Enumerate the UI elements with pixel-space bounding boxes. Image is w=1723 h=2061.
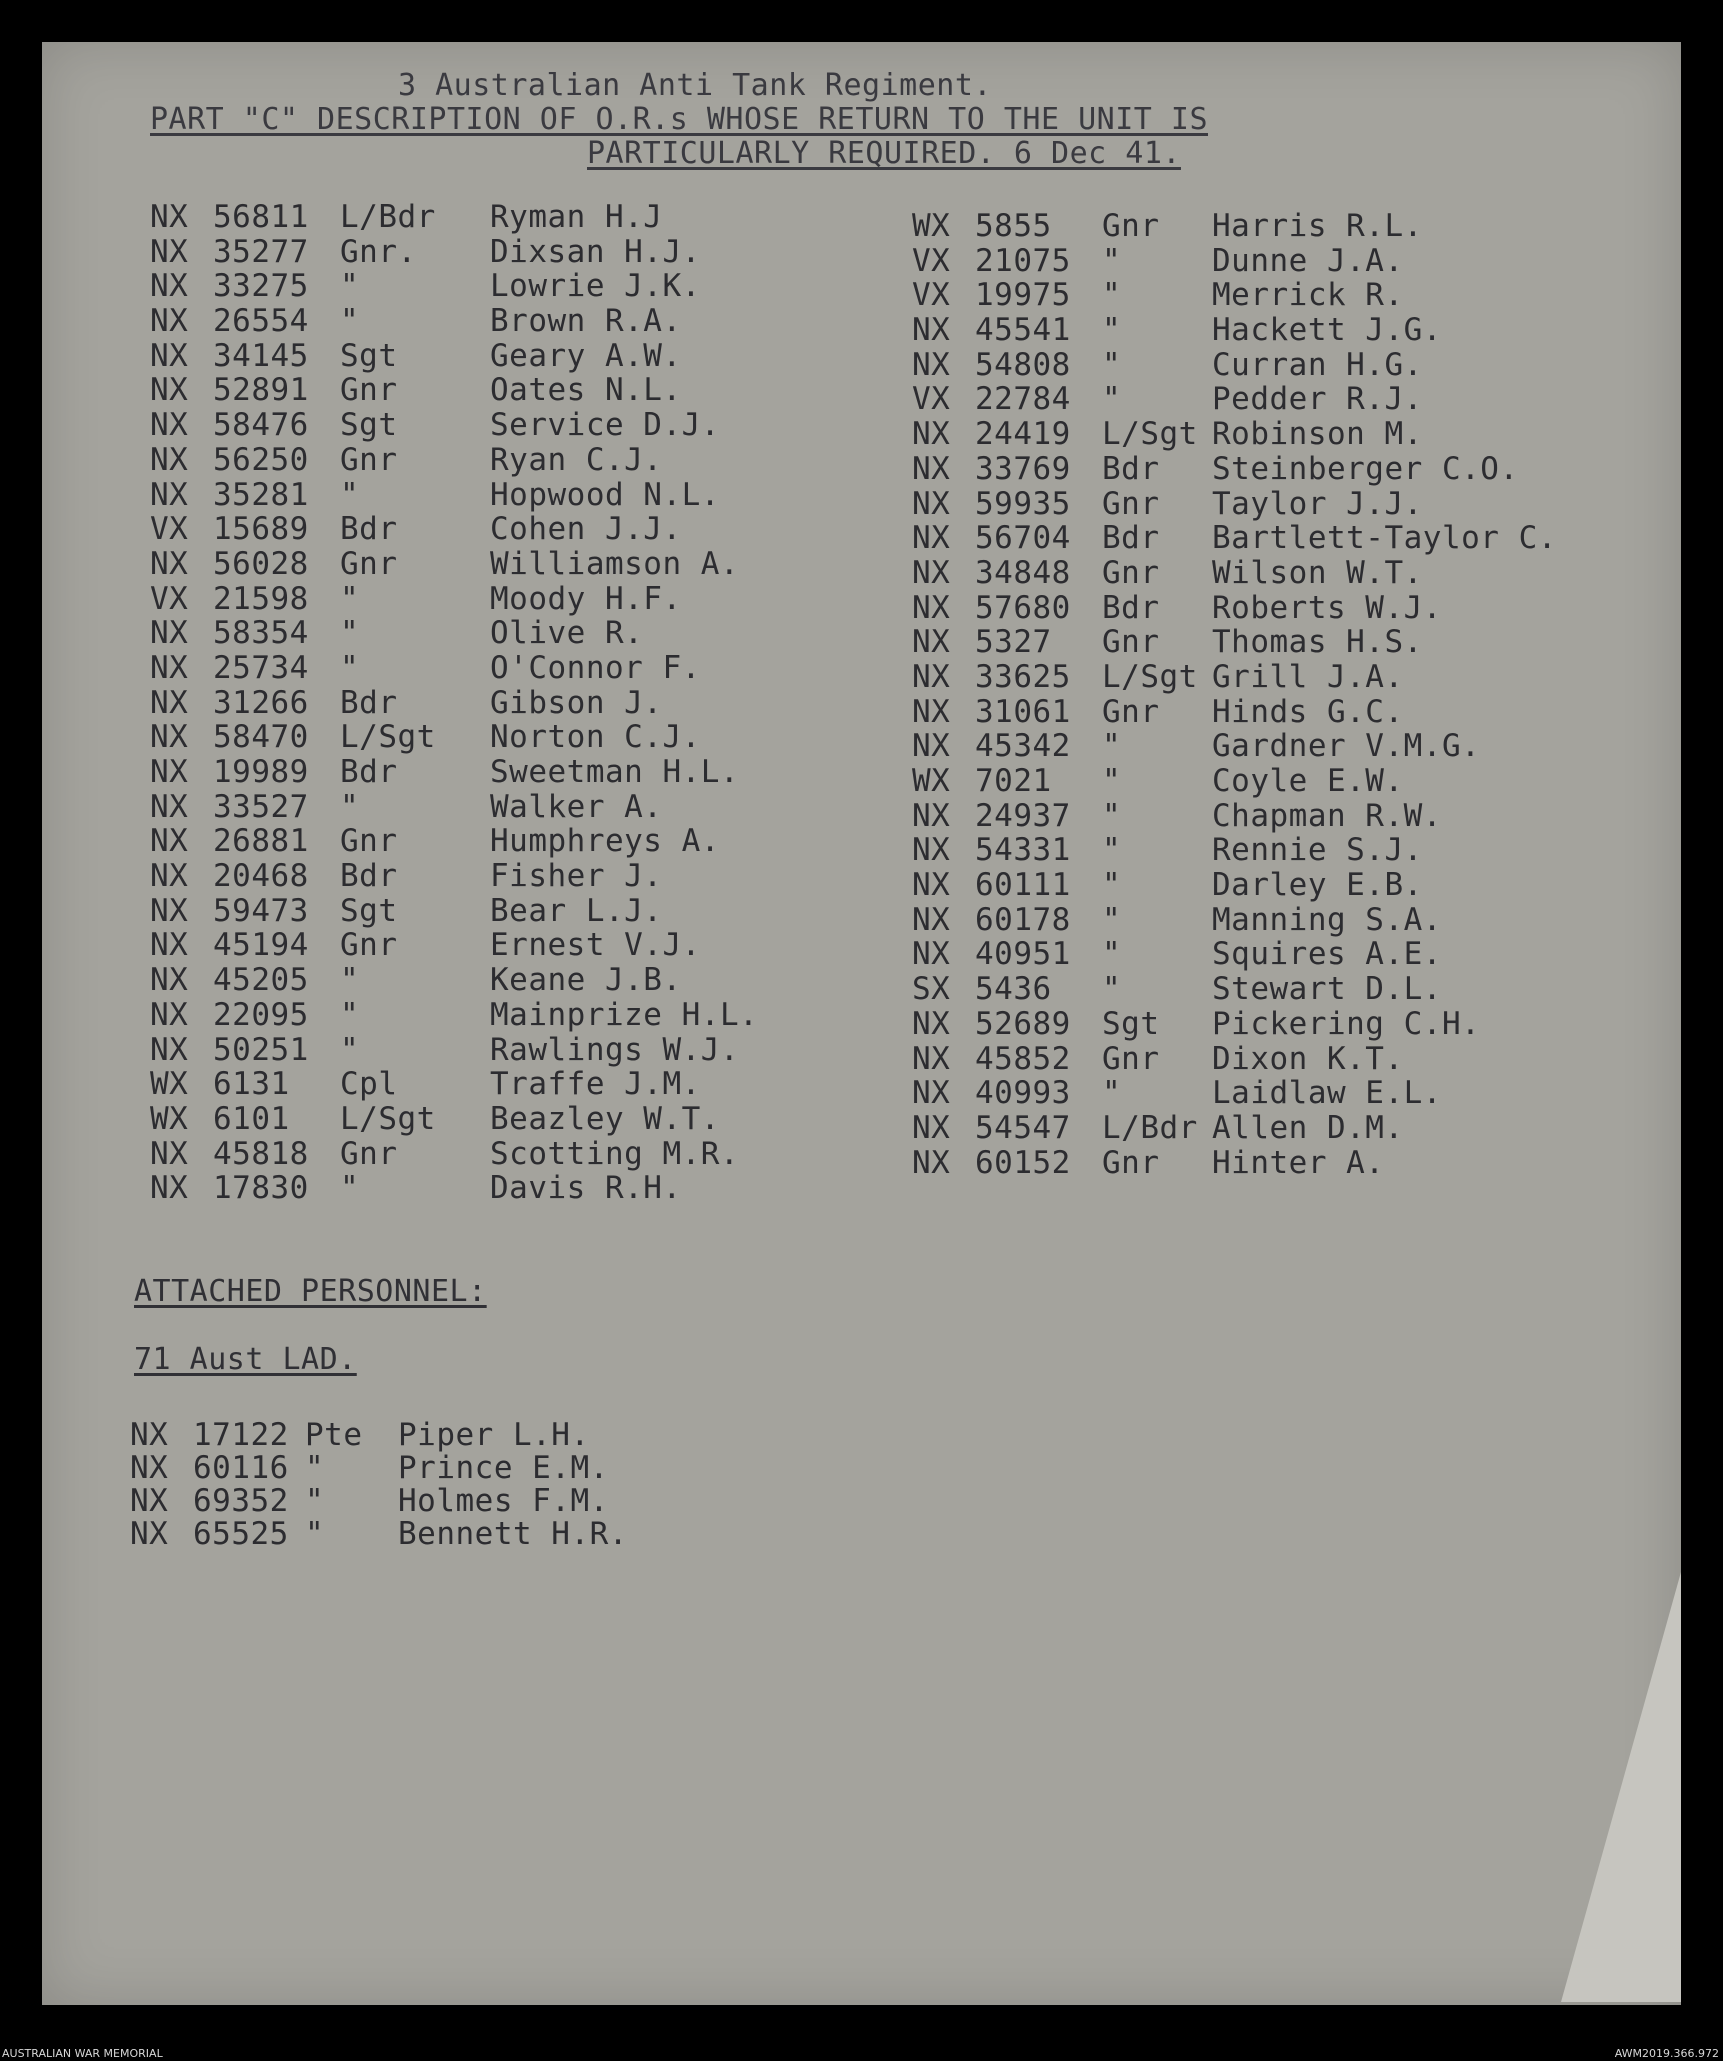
soldier-name: Davis R.H.	[490, 1170, 682, 1207]
soldier-name: Hopwood N.L.	[490, 476, 720, 513]
service-number: 26881	[213, 823, 309, 860]
rank: "	[340, 649, 360, 686]
soldier-name: Merrick R.	[1212, 277, 1404, 314]
service-number: 60111	[975, 867, 1071, 904]
soldier-name: Pedder R.J.	[1212, 381, 1423, 418]
rank: Bdr	[1102, 520, 1160, 557]
soldier-name: Piper L.H.	[398, 1417, 590, 1453]
soldier-name: Mainprize H.L.	[490, 996, 759, 1033]
service-number: 54808	[975, 346, 1071, 383]
service-prefix: NX	[130, 1417, 169, 1453]
service-number: 60178	[975, 901, 1071, 938]
service-prefix: NX	[150, 823, 189, 860]
soldier-name: Cohen J.J.	[490, 511, 682, 548]
rank: L/Sgt	[1102, 416, 1198, 453]
soldier-name: Harris R.L.	[1212, 208, 1423, 244]
service-prefix: NX	[912, 1144, 951, 1181]
rank: "	[1102, 242, 1122, 279]
service-number: 54331	[975, 832, 1071, 869]
service-prefix: NX	[912, 346, 951, 383]
service-prefix: NX	[912, 797, 951, 834]
soldier-name: Sweetman H.L.	[490, 754, 740, 790]
soldier-name: Fisher J.	[490, 858, 663, 895]
rank: "	[340, 1170, 360, 1207]
soldier-name: Squires A.E.	[1212, 936, 1442, 973]
service-prefix: NX	[150, 719, 189, 756]
soldier-name: Coyle E.W.	[1212, 763, 1404, 799]
rank: Pte	[305, 1417, 363, 1453]
service-prefix: NX	[912, 554, 951, 591]
service-number: 6131	[213, 1066, 290, 1103]
rank: "	[340, 1031, 360, 1068]
service-prefix: NX	[150, 649, 189, 686]
soldier-name: Ernest V.J.	[490, 927, 701, 964]
rank: "	[1102, 971, 1122, 1008]
rank: Gnr	[1102, 1144, 1160, 1181]
service-prefix: NX	[912, 658, 951, 695]
rank: Gnr	[1102, 554, 1160, 591]
service-number: 25734	[213, 649, 309, 686]
rank: "	[1102, 312, 1122, 349]
service-prefix: NX	[150, 1170, 189, 1207]
rank: "	[1102, 346, 1122, 383]
service-prefix: NX	[912, 450, 951, 487]
rank: Gnr	[340, 823, 398, 860]
rank: "	[340, 615, 360, 652]
soldier-name: Dixon K.T.	[1212, 1040, 1404, 1077]
rank: "	[340, 580, 360, 617]
service-prefix: NX	[150, 199, 189, 235]
rank: "	[1102, 936, 1122, 973]
service-number: 45541	[975, 312, 1071, 349]
service-number: 45342	[975, 728, 1071, 765]
document-title: 3 Australian Anti Tank Regiment.	[398, 68, 992, 103]
service-prefix: NX	[150, 858, 189, 895]
rank: L/Sgt	[340, 719, 436, 756]
soldier-name: Moody H.F.	[490, 580, 682, 617]
service-number: 31266	[213, 684, 309, 721]
service-prefix: NX	[912, 416, 951, 453]
soldier-name: Grill J.A.	[1212, 658, 1404, 695]
rank: Gnr	[1102, 208, 1160, 244]
service-number: 6101	[213, 1100, 290, 1137]
service-prefix: NX	[130, 1483, 169, 1519]
soldier-name: Humphreys A.	[490, 823, 720, 860]
rank: Gnr	[340, 441, 398, 478]
service-prefix: NX	[150, 268, 189, 305]
service-number: 20468	[213, 858, 309, 895]
service-number: 15689	[213, 511, 309, 548]
rank: L/Sgt	[1102, 658, 1198, 695]
service-prefix: NX	[912, 936, 951, 973]
service-number: 59473	[213, 892, 309, 929]
service-prefix: VX	[912, 277, 951, 314]
rank: Bdr	[1102, 450, 1160, 487]
footer-accession-number: AWM2019.366.972	[1614, 2047, 1719, 2060]
service-number: 40951	[975, 936, 1071, 973]
service-number: 69352	[193, 1483, 289, 1519]
service-prefix: WX	[150, 1100, 189, 1137]
rank: "	[340, 303, 360, 340]
service-number: 17830	[213, 1170, 309, 1207]
service-prefix: NX	[912, 901, 951, 938]
service-number: 50251	[213, 1031, 309, 1068]
soldier-name: Gibson J.	[490, 684, 663, 721]
service-prefix: NX	[150, 407, 189, 444]
service-prefix: VX	[912, 381, 951, 418]
service-number: 45818	[213, 1135, 309, 1172]
service-number: 19989	[213, 754, 309, 790]
service-number: 40993	[975, 1075, 1071, 1112]
rank: "	[340, 476, 360, 513]
service-prefix: NX	[912, 1109, 951, 1146]
service-number: 58470	[213, 719, 309, 756]
service-number: 52689	[975, 1005, 1071, 1042]
folded-page-corner	[1561, 1572, 1681, 2002]
service-number: 45852	[975, 1040, 1071, 1077]
service-prefix: NX	[150, 684, 189, 721]
service-prefix: NX	[150, 1135, 189, 1172]
soldier-name: Ryan C.J.	[490, 441, 663, 478]
service-prefix: NX	[130, 1450, 169, 1486]
soldier-name: Dunne J.A.	[1212, 242, 1404, 279]
soldier-name: Darley E.B.	[1212, 867, 1423, 904]
soldier-name: Traffe J.M.	[490, 1066, 701, 1103]
soldier-name: Brown R.A.	[490, 303, 682, 340]
service-prefix: NX	[150, 337, 189, 374]
rank: "	[340, 788, 360, 825]
service-number: 56704	[975, 520, 1071, 557]
soldier-name: Oates N.L.	[490, 372, 682, 409]
service-number: 58476	[213, 407, 309, 444]
service-prefix: NX	[150, 303, 189, 340]
rank: Gnr	[340, 927, 398, 964]
service-prefix: NX	[150, 441, 189, 478]
soldier-name: Manning S.A.	[1212, 901, 1442, 938]
soldier-name: Bear L.J.	[490, 892, 663, 929]
rank: "	[340, 268, 360, 305]
rank: "	[1102, 728, 1122, 765]
rank: L/Sgt	[340, 1100, 436, 1137]
service-number: 33527	[213, 788, 309, 825]
rank: "	[305, 1516, 325, 1552]
document-page	[42, 42, 1681, 2005]
service-number: 21598	[213, 580, 309, 617]
service-number: 52891	[213, 372, 309, 409]
service-prefix: WX	[912, 208, 951, 244]
rank: "	[305, 1483, 325, 1519]
rank: Bdr	[340, 511, 398, 548]
rank: "	[1102, 381, 1122, 418]
soldier-name: Stewart D.L.	[1212, 971, 1442, 1008]
soldier-name: Bennett H.R.	[398, 1516, 628, 1552]
rank: Gnr	[340, 372, 398, 409]
service-prefix: VX	[150, 511, 189, 548]
service-number: 21075	[975, 242, 1071, 279]
service-prefix: NX	[150, 1031, 189, 1068]
rank: "	[1102, 832, 1122, 869]
service-number: 34848	[975, 554, 1071, 591]
rank: "	[340, 996, 360, 1033]
soldier-name: Olive R.	[490, 615, 644, 652]
service-number: 56250	[213, 441, 309, 478]
service-prefix: NX	[912, 832, 951, 869]
service-number: 56811	[213, 199, 309, 235]
rank: "	[1102, 763, 1122, 799]
soldier-name: Keane J.B.	[490, 962, 682, 999]
service-number: 7021	[975, 763, 1052, 799]
service-number: 34145	[213, 337, 309, 374]
rank: Gnr	[1102, 693, 1160, 730]
service-number: 35281	[213, 476, 309, 513]
service-number: 60152	[975, 1144, 1071, 1181]
service-prefix: NX	[912, 728, 951, 765]
soldier-name: Service D.J.	[490, 407, 720, 444]
soldier-name: Geary A.W.	[490, 337, 682, 374]
soldier-name: Ryman H.J	[490, 199, 663, 235]
service-prefix: NX	[150, 615, 189, 652]
service-number: 5327	[975, 624, 1052, 661]
rank: Sgt	[340, 337, 398, 374]
attached-personnel-heading: ATTACHED PERSONNEL:	[134, 1274, 487, 1309]
soldier-name: Hinds G.C.	[1212, 693, 1404, 730]
footer-source: AUSTRALIAN WAR MEMORIAL	[2, 2047, 163, 2060]
service-prefix: NX	[150, 233, 189, 270]
soldier-name: O'Connor F.	[490, 649, 701, 686]
rank: "	[340, 962, 360, 999]
rank: Bdr	[1102, 589, 1160, 626]
service-prefix: NX	[912, 1040, 951, 1077]
service-prefix: NX	[912, 589, 951, 626]
rank: Gnr	[1102, 485, 1160, 522]
service-number: 31061	[975, 693, 1071, 730]
service-number: 58354	[213, 615, 309, 652]
service-prefix: NX	[150, 927, 189, 964]
service-prefix: NX	[150, 996, 189, 1033]
service-prefix: VX	[150, 580, 189, 617]
rank: Bdr	[340, 858, 398, 895]
service-prefix: NX	[150, 372, 189, 409]
soldier-name: Roberts W.J.	[1212, 589, 1442, 626]
service-number: 24419	[975, 416, 1071, 453]
service-prefix: NX	[150, 754, 189, 790]
rank: Gnr	[1102, 1040, 1160, 1077]
rank: Bdr	[340, 684, 398, 721]
service-number: 33625	[975, 658, 1071, 695]
rank: "	[1102, 797, 1122, 834]
service-prefix: NX	[912, 520, 951, 557]
rank: Cpl	[340, 1066, 398, 1103]
soldier-name: Steinberger C.O.	[1212, 450, 1519, 487]
rank: Sgt	[340, 892, 398, 929]
service-prefix: NX	[150, 788, 189, 825]
rank: Gnr	[340, 545, 398, 582]
soldier-name: Gardner V.M.G.	[1212, 728, 1481, 765]
soldier-name: Norton C.J.	[490, 719, 701, 756]
service-number: 26554	[213, 303, 309, 340]
soldier-name: Laidlaw E.L.	[1212, 1075, 1442, 1112]
rank: Sgt	[340, 407, 398, 444]
rank: Gnr.	[340, 233, 417, 270]
service-number: 56028	[213, 545, 309, 582]
soldier-name: Beazley W.T.	[490, 1100, 720, 1137]
service-number: 22784	[975, 381, 1071, 418]
soldier-name: Chapman R.W.	[1212, 797, 1442, 834]
service-prefix: NX	[912, 1005, 951, 1042]
service-prefix: NX	[150, 545, 189, 582]
service-prefix: NX	[150, 892, 189, 929]
service-number: 5855	[975, 208, 1052, 244]
rank: Sgt	[1102, 1005, 1160, 1042]
service-number: 45205	[213, 962, 309, 999]
service-number: 22095	[213, 996, 309, 1033]
service-prefix: SX	[912, 971, 951, 1008]
service-prefix: NX	[130, 1516, 169, 1552]
service-number: 33275	[213, 268, 309, 305]
rank: "	[1102, 277, 1122, 314]
soldier-name: Rennie S.J.	[1212, 832, 1423, 869]
document-subtitle: PART "C" DESCRIPTION OF O.R.s WHOSE RETURN TO THE UNIT IS	[150, 102, 1209, 137]
rank: L/Bdr	[340, 199, 436, 235]
service-prefix: NX	[912, 312, 951, 349]
service-number: 59935	[975, 485, 1071, 522]
rank: "	[305, 1450, 325, 1486]
service-number: 65525	[193, 1516, 289, 1552]
footer	[0, 2047, 1723, 2061]
service-number: 33769	[975, 450, 1071, 487]
service-prefix: NX	[912, 867, 951, 904]
service-number: 54547	[975, 1109, 1071, 1146]
soldier-name: Rawlings W.J.	[490, 1031, 740, 1068]
soldier-name: Lowrie J.K.	[490, 268, 701, 305]
rank: Gnr	[1102, 624, 1160, 661]
rank: "	[1102, 1075, 1122, 1112]
soldier-name: Pickering C.H.	[1212, 1005, 1481, 1042]
soldier-name: Robinson M.	[1212, 416, 1423, 453]
soldier-name: Allen D.M.	[1212, 1109, 1404, 1146]
soldier-name: Thomas H.S.	[1212, 624, 1423, 661]
service-prefix: WX	[912, 763, 951, 799]
service-number: 24937	[975, 797, 1071, 834]
soldier-name: Curran H.G.	[1212, 346, 1423, 383]
service-number: 17122	[193, 1417, 289, 1453]
service-prefix: NX	[912, 485, 951, 522]
service-prefix: NX	[912, 1075, 951, 1112]
soldier-name: Hackett J.G.	[1212, 312, 1442, 349]
attached-unit-heading: 71 Aust LAD.	[134, 1342, 357, 1377]
soldier-name: Holmes F.M.	[398, 1483, 609, 1519]
soldier-name: Scotting M.R.	[490, 1135, 740, 1172]
service-prefix: NX	[912, 693, 951, 730]
rank: "	[1102, 901, 1122, 938]
document-date-line: PARTICULARLY REQUIRED. 6 Dec 41.	[587, 136, 1181, 171]
rank: Bdr	[340, 754, 398, 790]
soldier-name: Walker A.	[490, 788, 663, 825]
service-prefix: WX	[150, 1066, 189, 1103]
soldier-name: Hinter A.	[1212, 1144, 1385, 1181]
soldier-name: Wilson W.T.	[1212, 554, 1423, 591]
soldier-name: Dixsan H.J.	[490, 233, 701, 270]
service-prefix: VX	[912, 242, 951, 279]
service-number: 60116	[193, 1450, 289, 1486]
soldier-name: Prince E.M.	[398, 1450, 609, 1486]
service-number: 19975	[975, 277, 1071, 314]
service-prefix: NX	[150, 962, 189, 999]
service-number: 35277	[213, 233, 309, 270]
rank: L/Bdr	[1102, 1109, 1198, 1146]
service-number: 45194	[213, 927, 309, 964]
soldier-name: Taylor J.J.	[1212, 485, 1423, 522]
rank: Gnr	[340, 1135, 398, 1172]
soldier-name: Bartlett-Taylor C.	[1212, 520, 1557, 557]
rank: "	[1102, 867, 1122, 904]
service-prefix: NX	[150, 476, 189, 513]
service-prefix: NX	[912, 624, 951, 661]
service-number: 57680	[975, 589, 1071, 626]
service-number: 5436	[975, 971, 1052, 1008]
soldier-name: Williamson A.	[490, 545, 740, 582]
